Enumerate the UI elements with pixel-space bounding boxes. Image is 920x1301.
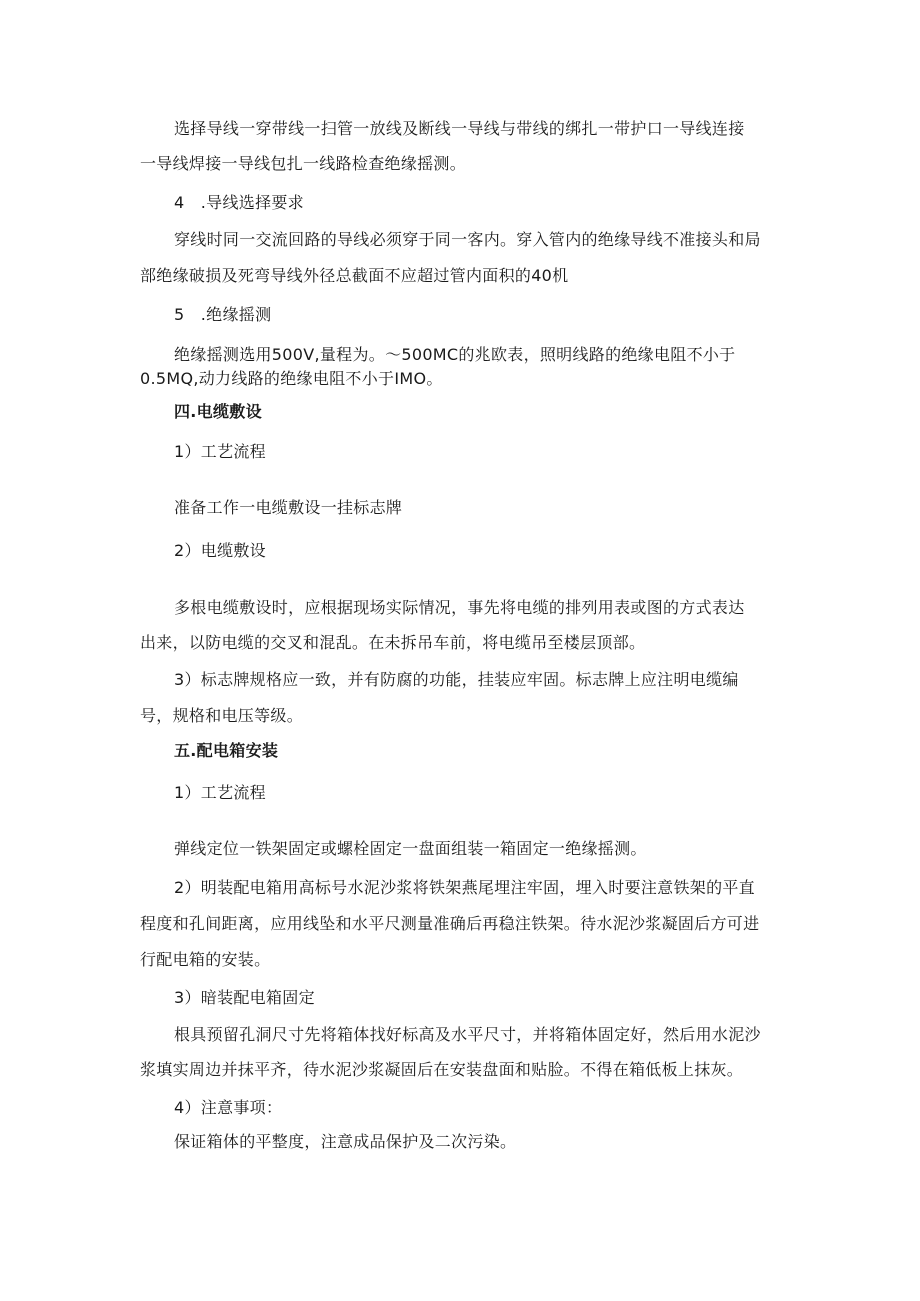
heading-insulation-test: 5 .绝缘摇测 bbox=[174, 305, 272, 324]
paragraph-insulation-test-line2: 0.5MQ,动力线路的绝缘电阻不小于IMO。 bbox=[140, 369, 443, 388]
paragraph-cable-process-flow: 准备工作一电缆敷设一挂标志牌 bbox=[174, 498, 403, 517]
subheading-concealed-box: 3）暗装配电箱固定 bbox=[174, 988, 315, 1007]
section-heading-cable-laying: 四.电缆敷设 bbox=[174, 402, 262, 421]
paragraph-concealed-box-line1: 根具预留孔洞尺寸先将箱体找好标高及水平尺寸，并将箱体固定好，然后用水泥沙 bbox=[174, 1025, 761, 1044]
subheading-cable-process-flow: 1）工艺流程 bbox=[174, 442, 266, 461]
paragraph-process-flow-line1: 选择导线一穿带线一扫管一放线及断线一导线与带线的绑扎一带护口一导线连接 bbox=[174, 119, 745, 138]
subheading-cable-laying: 2）电缆敷设 bbox=[174, 541, 266, 560]
subheading-box-process-flow: 1）工艺流程 bbox=[174, 783, 266, 802]
paragraph-wire-selection-line2: 部绝缘破损及死弯导线外径总截面不应超过管内面积的40机 bbox=[140, 266, 569, 285]
section-heading-distribution-box: 五.配电箱安装 bbox=[174, 741, 279, 760]
paragraph-tag-spec-line1: 3）标志牌规格应一致，并有防腐的功能，挂装应牢固。标志牌上应注明电缆编 bbox=[174, 670, 739, 689]
paragraph-cable-laying-line1: 多根电缆敷设时，应根据现场实际情况，事先将电缆的排列用表或图的方式表达 bbox=[174, 598, 745, 617]
paragraph-insulation-test-line1: 绝缘摇测选用500V,量程为。～500MC的兆欧表，照明线路的绝缘电阻不小于 bbox=[174, 345, 736, 364]
paragraph-box-process-flow: 弹线定位一铁架固定或螺栓固定一盘面组装一箱固定一绝缘摇测。 bbox=[174, 839, 647, 858]
paragraph-surface-box-line2: 程度和孔间距离，应用线坠和水平尺测量准确后再稳注铁架。待水泥沙浆凝固后方可进 bbox=[140, 914, 760, 933]
paragraph-concealed-box-line2: 浆填实周边并抹平齐，待水泥沙浆凝固后在安装盘面和贴脸。不得在箱低板上抹灰。 bbox=[140, 1060, 744, 1079]
paragraph-process-flow-line2: 一导线焊接一导线包扎一线路检查绝缘摇测。 bbox=[140, 154, 467, 173]
paragraph-wire-selection-line1: 穿线时同一交流回路的导线必须穿于同一客内。穿入管内的绝缘导线不准接头和局 bbox=[174, 230, 761, 249]
paragraph-surface-box-line1: 2）明装配电箱用高标号水泥沙浆将铁架燕尾埋注牢固，埋入时要注意铁架的平直 bbox=[174, 878, 755, 897]
paragraph-notes: 保证箱体的平整度，注意成品保护及二次污染。 bbox=[174, 1132, 517, 1151]
subheading-notes: 4）注意事项： bbox=[174, 1098, 283, 1117]
heading-wire-selection: 4 .导线选择要求 bbox=[174, 193, 304, 212]
paragraph-tag-spec-line2: 号，规格和电压等级。 bbox=[140, 706, 304, 725]
paragraph-surface-box-line3: 行配电箱的安装。 bbox=[140, 950, 271, 969]
paragraph-cable-laying-line2: 出来，以防电缆的交叉和混乱。在未拆吊车前，将电缆吊至楼层顶部。 bbox=[140, 633, 646, 652]
